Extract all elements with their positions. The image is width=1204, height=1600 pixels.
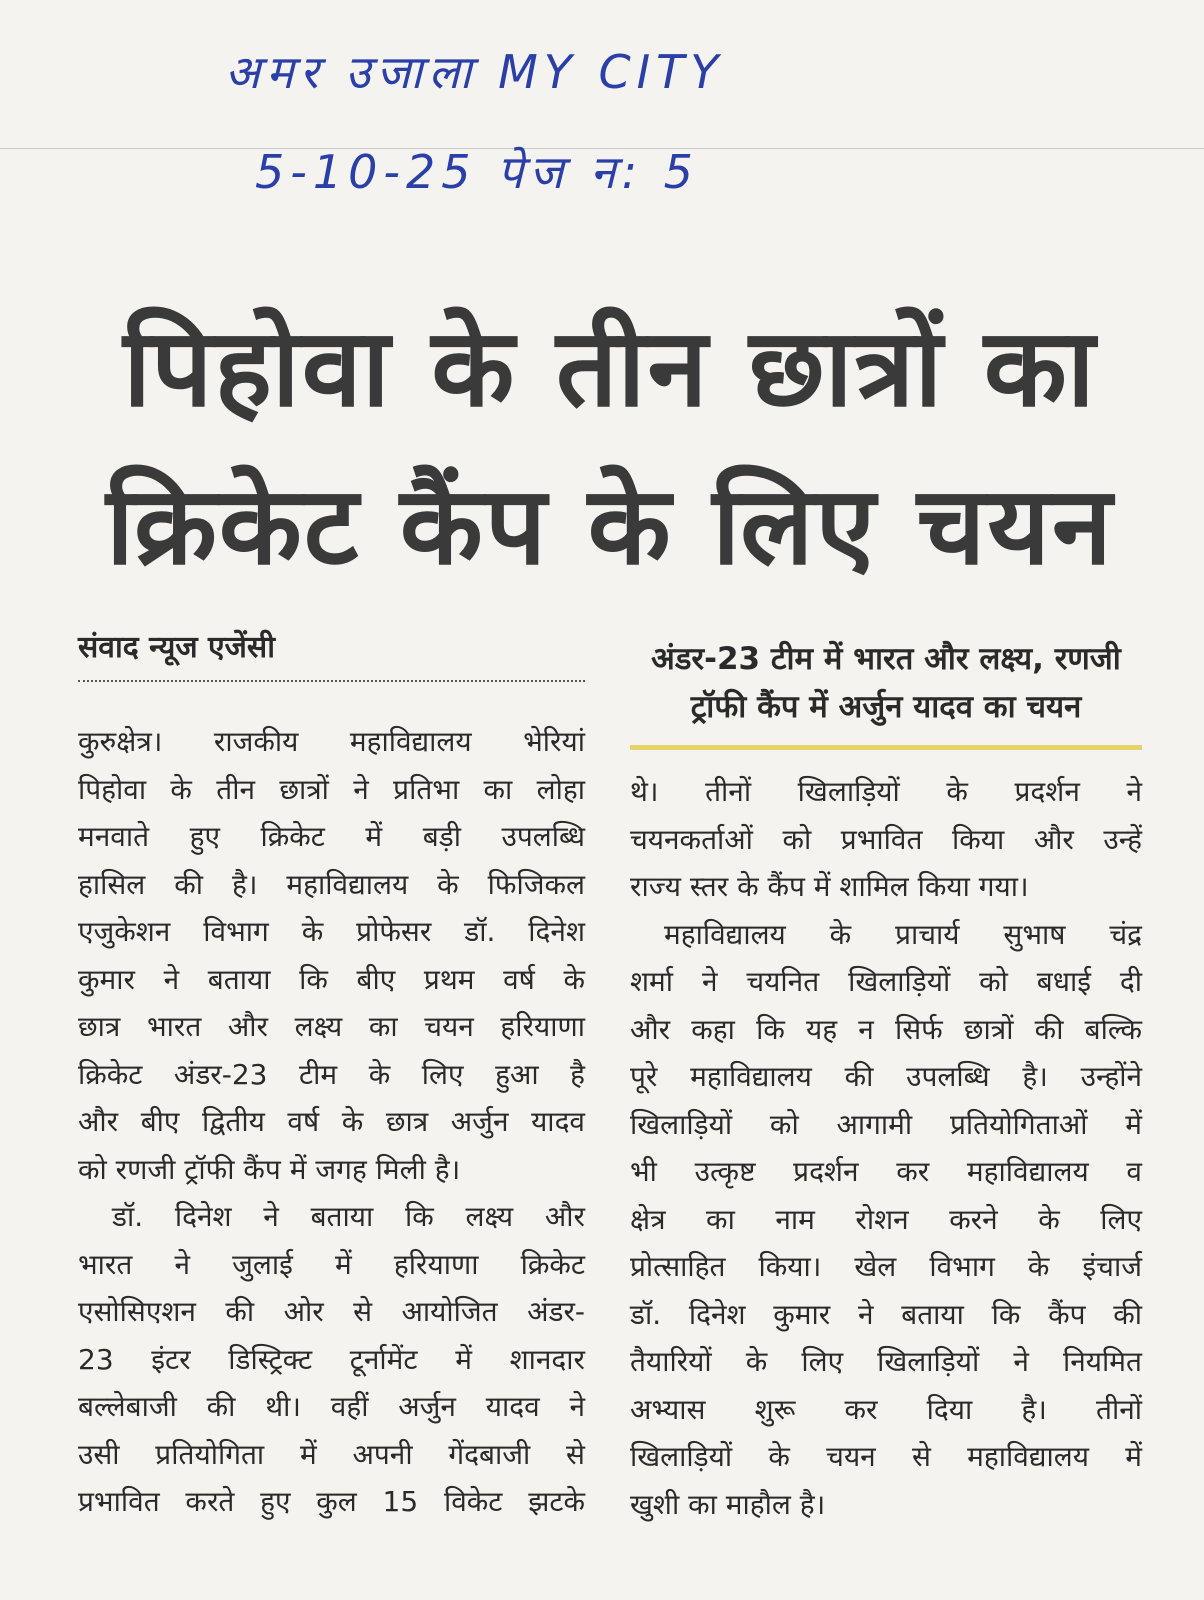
article-text-line: चयनकर्ताओं को प्रभावित किया और उन्हें (630, 822, 1142, 856)
article-text-line: एजुकेशन विभाग के प्रोफेसर डॉ. दिनेश (78, 915, 585, 948)
article-text-line: एसोसिएशन की ओर से आयोजित अंडर- (78, 1295, 585, 1328)
article-text-line: तैयारियों के लिए खिलाड़ियों ने नियमित (630, 1345, 1142, 1378)
headline-line-2: क्रिकेट कैंप के लिए चयन (105, 464, 1114, 589)
article-text-line: भारत ने जुलाई में हरियाणा क्रिकेट (78, 1247, 585, 1281)
article-text-line: को रणजी ट्रॉफी कैंप में जगह मिली है। (78, 1152, 461, 1186)
byline: संवाद न्यूज एजेंसी (78, 630, 275, 665)
article-text-line: बल्लेबाजी की थी। वहीं अर्जुन यादव ने (78, 1390, 585, 1423)
handwritten-source-note: अमर उजाला MY CITY (225, 45, 725, 99)
subheading (630, 635, 1142, 731)
article-text-line: खुशी का माहौल है। (630, 1487, 826, 1521)
subheading-line: ट्रॉफी कैंप में अर्जुन यादव का चयन (690, 689, 1082, 725)
article-text-line: डॉ. दिनेश ने बताया कि लक्ष्य और (112, 1200, 585, 1233)
handwritten-date-page-note: 5-10-25 पेज न: 5 (255, 145, 699, 199)
article-text-line: खिलाड़ियों को आगामी प्रतियोगिताओं में (630, 1107, 1142, 1141)
headline-line-1: पिहोवा के तीन छात्रों का (123, 306, 1097, 431)
article-text-line: अभ्यास शुरू कर दिया है। तीनों (630, 1392, 1142, 1426)
article-text-line: थे। तीनों खिलाड़ियों के प्रदर्शन ने (630, 775, 1142, 808)
article-text-line: छात्र भारत और लक्ष्य का चयन हरियाणा (78, 1010, 585, 1043)
article-text-line: पूरे महाविद्यालय की उपलब्धि है। उन्होंने (630, 1060, 1142, 1093)
article-text-line: शर्मा ने चयनित खिलाड़ियों को बधाई दी (630, 965, 1142, 998)
article-right-column (630, 768, 1142, 1528)
article-text-line: कुरुक्षेत्र। राजकीय महाविद्यालय भेरियां (78, 725, 585, 758)
article-text-line: पिहोवा के तीन छात्रों ने प्रतिभा का लोहा (78, 772, 585, 806)
article-text-line: भी उत्कृष्ट प्रदर्शन कर महाविद्यालय व (630, 1155, 1142, 1188)
subheading-underline (630, 745, 1142, 750)
byline-divider (78, 680, 585, 682)
article-left-column (78, 718, 585, 1526)
article-text-line: उसी प्रतियोगिता में अपनी गेंदबाजी से (78, 1437, 585, 1471)
article-text-line: 23 इंटर डिस्ट्रिक्ट टूर्नामेंट में शानदार (78, 1342, 585, 1376)
article-text-line: खिलाड़ियों के चयन से महाविद्यालय में (630, 1440, 1142, 1473)
subheading-line: अंडर-23 टीम में भारत और लक्ष्य, रणजी (651, 641, 1121, 677)
article-text-line: प्रभावित करते हुए कुल 15 विकेट झटके (78, 1485, 585, 1518)
article-text-line: कुमार ने बताया कि बीए प्रथम वर्ष के (78, 962, 585, 996)
article-text-line: क्रिकेट अंडर-23 टीम के लिए हुआ है (78, 1057, 585, 1091)
article-text-line: महाविद्यालय के प्राचार्य सुभाष चंद्र (664, 917, 1142, 951)
article-text-line: और बीए द्वितीय वर्ष के छात्र अर्जुन यादव (78, 1105, 585, 1138)
article-text-line: राज्य स्तर के कैंप में शामिल किया गया। (630, 870, 1029, 903)
article-text-line: हासिल की है। महाविद्यालय के फिजिकल (78, 867, 585, 901)
article-text-line: प्रोत्साहित किया। खेल विभाग के इंचार्ज (630, 1250, 1142, 1283)
article-text-line: डॉ. दिनेश कुमार ने बताया कि कैंप की (630, 1297, 1142, 1331)
article-text-line: क्षेत्र का नाम रोशन करने के लिए (630, 1202, 1142, 1236)
article-text-line: मनवाते हुए क्रिकेट में बड़ी उपलब्धि (78, 820, 585, 853)
article-text-line: और कहा कि यह न सिर्फ छात्रों की बल्कि (630, 1012, 1142, 1046)
